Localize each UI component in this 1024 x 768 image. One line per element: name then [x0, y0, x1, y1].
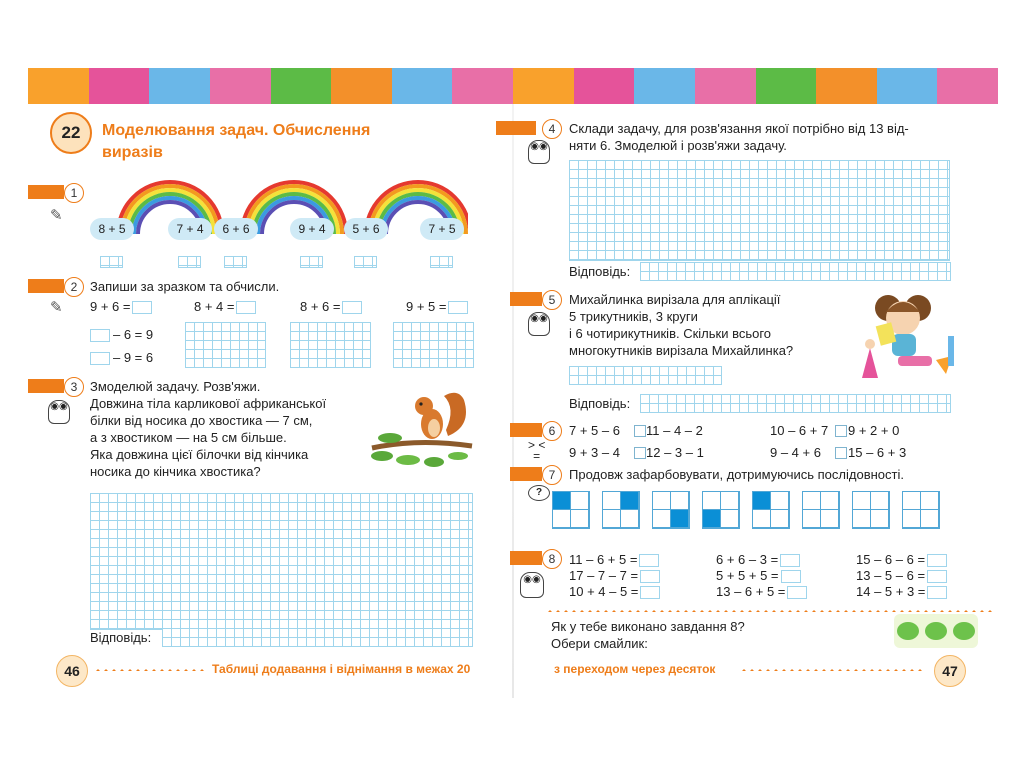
cloud-answer-box[interactable] — [300, 256, 323, 268]
cloud-expression: 7 + 4 — [168, 218, 212, 240]
sequence-cell[interactable] — [721, 492, 739, 510]
compare-4-left: 9 – 4 + 6 — [770, 445, 821, 460]
lesson-title — [102, 120, 370, 164]
example-1: 9 + 6 = — [90, 298, 152, 315]
banner-stripe — [452, 68, 513, 104]
banner-stripe — [271, 68, 332, 104]
sequence-square[interactable] — [752, 491, 790, 529]
task-7-instruction: Продовж зафарбовувати, дотримуючись послідовності. — [569, 467, 904, 482]
compare-1-right: 11 – 4 – 2 — [646, 423, 703, 438]
sequence-cell[interactable] — [821, 492, 839, 510]
frog-smiley-2[interactable] — [925, 622, 947, 640]
answer-line-5[interactable] — [640, 394, 951, 413]
cloud-answer-box[interactable] — [430, 256, 453, 268]
cloud-expression: 8 + 5 — [90, 218, 134, 240]
cloud-expression: 5 + 6 — [344, 218, 388, 240]
smiley-choices — [894, 614, 978, 648]
compare-box-3[interactable] — [634, 447, 646, 459]
answer-label-3: Відповідь: — [90, 630, 152, 645]
sequence-square[interactable] — [852, 491, 890, 529]
footer-left-text: Таблиці додавання і віднімання в межах 20 — [212, 662, 471, 676]
answer-box[interactable] — [640, 586, 660, 599]
page-number-left: 46 — [56, 655, 88, 687]
workbook-spread — [28, 68, 998, 698]
task-4-number: 4 — [542, 119, 562, 139]
separator-dots — [546, 610, 996, 612]
sequence-cell[interactable] — [921, 510, 939, 528]
compare-box-1[interactable] — [634, 425, 646, 437]
compare-3-right: 12 – 3 – 1 — [646, 445, 704, 460]
sequence-cell[interactable] — [703, 492, 721, 510]
example-3: 8 + 6 = — [300, 298, 362, 315]
sequence-cell[interactable] — [603, 492, 621, 510]
expression-8: 13 – 6 + 5 = — [716, 583, 807, 600]
task-8-tab — [510, 551, 542, 565]
girl-crafting-illustration — [848, 286, 958, 386]
expression-8: 11 – 6 + 5 = — [569, 551, 659, 568]
sequence-cell[interactable] — [753, 492, 771, 510]
sequence-cell[interactable] — [653, 510, 671, 528]
task-6-number: 6 — [542, 421, 562, 441]
title-line-1: Моделювання задач. Обчислення — [102, 122, 371, 139]
sequence-cell[interactable] — [753, 510, 771, 528]
expression-8: 5 + 5 + 5 = — [716, 567, 801, 584]
expression-8: 13 – 5 – 6 = — [856, 567, 947, 584]
expression-8: 15 – 6 – 6 = — [856, 551, 947, 568]
task-5-number: 5 — [542, 290, 562, 310]
sequence-cell[interactable] — [553, 510, 571, 528]
compare-symbols-icon: > < = — [528, 438, 546, 463]
answer-label-4: Відповідь: — [569, 264, 631, 279]
answer-line-4[interactable] — [640, 262, 951, 281]
lesson-number-badge: 22 — [50, 112, 92, 154]
answer-box[interactable] — [781, 570, 801, 583]
cloud-answer-box[interactable] — [224, 256, 247, 268]
banner-stripe — [149, 68, 210, 104]
sequence-cell[interactable] — [853, 492, 871, 510]
task-7-number: 7 — [542, 465, 562, 485]
sequence-cell[interactable] — [653, 492, 671, 510]
banner-stripe — [28, 68, 89, 104]
sequence-cell[interactable] — [821, 510, 839, 528]
work-grid-2c[interactable] — [393, 322, 474, 368]
task-3-tab — [28, 379, 64, 393]
task-8-number: 8 — [542, 549, 562, 569]
sequence-square[interactable] — [902, 491, 940, 529]
banner-stripe — [392, 68, 453, 104]
banner-stripe — [816, 68, 877, 104]
compare-box-2[interactable] — [835, 425, 847, 437]
banner-stripe — [331, 68, 392, 104]
page-gutter — [512, 104, 514, 698]
pencil-icon: ✎ — [50, 299, 63, 316]
work-grid-5[interactable] — [569, 366, 722, 385]
answer-box[interactable] — [640, 570, 660, 583]
answer-box[interactable] — [927, 586, 947, 599]
expression-8: 14 – 5 + 3 = — [856, 583, 947, 600]
banner-stripe — [89, 68, 150, 104]
expression-8: 6 + 6 – 3 = — [716, 551, 800, 568]
sequence-cell[interactable] — [571, 510, 589, 528]
expression-8: 10 + 4 – 5 = — [569, 583, 660, 600]
page-number-right: 47 — [934, 655, 966, 687]
task-2-tab — [28, 279, 64, 293]
banner-stripe — [634, 68, 695, 104]
cloud-answer-box[interactable] — [354, 256, 377, 268]
sequence-cell[interactable] — [671, 492, 689, 510]
example-4: 9 + 5 = — [406, 298, 468, 315]
frog-smiley-1[interactable] — [897, 622, 919, 640]
footer-dots-left — [94, 669, 206, 671]
owl-icon: ◉◉ — [48, 400, 70, 424]
sequence-cell[interactable] — [671, 510, 689, 528]
sequence-cell[interactable] — [771, 510, 789, 528]
rainbow-illustrations — [88, 178, 468, 238]
task-5-text: Михайлинка вирізала для аплікації 5 трикутників, 3 круги і 6 чотирикутників. Скільки всього многокутників вирізала Михайлинка? — [569, 292, 794, 358]
sequence-square[interactable] — [702, 491, 740, 529]
sequence-square[interactable] — [552, 491, 590, 529]
footer-right-text: з переходом через десяток — [554, 662, 716, 676]
answer-box[interactable] — [927, 554, 947, 567]
equation-2: – 9 = 6 — [90, 349, 153, 366]
compare-2-right: 9 + 2 + 0 — [848, 423, 900, 438]
answer-box[interactable] — [927, 570, 947, 583]
sequence-cell[interactable] — [871, 492, 889, 510]
sequence-square[interactable] — [602, 491, 640, 529]
compare-box-4[interactable] — [835, 447, 847, 459]
task-4-text: Склади задачу, для розв'язання якої потрібно від 13 від- няти 6. Змоделюй і розв'яжи задачу. — [569, 121, 909, 153]
cloud-expression: 9 + 4 — [290, 218, 334, 240]
expression-8: 17 – 7 – 7 = — [569, 567, 660, 584]
equation-1: – 6 = 9 — [90, 326, 153, 343]
cloud-answer-box[interactable] — [178, 256, 201, 268]
sequence-cell[interactable] — [853, 510, 871, 528]
top-banner — [28, 68, 998, 104]
pencil-icon: ✎ — [50, 207, 63, 224]
sequence-cell[interactable] — [571, 492, 589, 510]
answer-label-5: Відповідь: — [569, 396, 631, 411]
cloud-expression: 7 + 5 — [420, 218, 464, 240]
task-3-number: 3 — [64, 377, 84, 397]
cloud-expression: 6 + 6 — [214, 218, 258, 240]
task-5-tab — [510, 292, 542, 306]
sequence-square[interactable] — [652, 491, 690, 529]
compare-3-left: 9 + 3 – 4 — [569, 445, 620, 460]
cloud-answer-box[interactable] — [100, 256, 123, 268]
owl-icon: ◉◉ — [528, 312, 550, 336]
squirrel-illustration — [368, 386, 478, 476]
sequence-cell[interactable] — [803, 510, 821, 528]
task-1-number: 1 — [64, 183, 84, 203]
feedback-question: Як у тебе виконано завдання 8? Обери смайлик: — [551, 619, 745, 651]
task-7-tab — [510, 467, 542, 481]
banner-stripe — [877, 68, 938, 104]
task-2-instruction: Запиши за зразком та обчисли. — [90, 279, 280, 294]
sequence-cell[interactable] — [871, 510, 889, 528]
banner-stripe — [937, 68, 998, 104]
sequence-cell[interactable] — [903, 492, 921, 510]
banner-stripe — [513, 68, 574, 104]
sequence-cell[interactable] — [721, 510, 739, 528]
task-3-text: Змоделюй задачу. Розв'яжи. Довжина тіла карликової африканської білки від носика до хвостика — 7 см, а з хвостиком — на 5 см більше. Яка довжина цієї білочки від кінчика носика до кінчика хвостика? — [90, 379, 327, 479]
compare-1-left: 7 + 5 – 6 — [569, 423, 620, 438]
sequence-cell[interactable] — [553, 492, 571, 510]
example-2: 8 + 4 = — [194, 298, 256, 315]
task-4-tab — [496, 121, 536, 135]
sequence-cell[interactable] — [603, 510, 621, 528]
banner-stripe — [210, 68, 271, 104]
owl-icon: ◉◉ — [528, 140, 550, 164]
work-grid-2b[interactable] — [290, 322, 371, 368]
sequence-cell[interactable] — [921, 492, 939, 510]
footer-dots-right — [740, 669, 926, 671]
compare-4-right: 15 – 6 + 3 — [848, 445, 907, 460]
answer-box[interactable] — [639, 554, 659, 567]
task-2-number: 2 — [64, 277, 84, 297]
sequence-cell[interactable] — [903, 510, 921, 528]
work-grid-4[interactable] — [569, 160, 950, 261]
title-line-2: виразів — [102, 144, 163, 161]
sequence-square[interactable] — [802, 491, 840, 529]
banner-stripe — [756, 68, 817, 104]
answer-line-3[interactable] — [162, 628, 473, 647]
task-6-tab — [510, 423, 542, 437]
answer-box[interactable] — [780, 554, 800, 567]
sequence-cell[interactable] — [621, 510, 639, 528]
frog-smiley-3[interactable] — [953, 622, 975, 640]
work-grid-3[interactable] — [90, 493, 473, 630]
question-bubble-icon: ? — [528, 485, 550, 501]
sequence-cell[interactable] — [803, 492, 821, 510]
sequence-cell[interactable] — [703, 510, 721, 528]
owl-graduate-icon: ◉◉ — [520, 572, 544, 598]
sequence-cell[interactable] — [621, 492, 639, 510]
banner-stripe — [574, 68, 635, 104]
sequence-cell[interactable] — [771, 492, 789, 510]
answer-box[interactable] — [787, 586, 807, 599]
task-1-tab — [28, 185, 64, 199]
work-grid-2a[interactable] — [185, 322, 266, 368]
banner-stripe — [695, 68, 756, 104]
compare-2-left: 10 – 6 + 7 — [770, 423, 829, 438]
